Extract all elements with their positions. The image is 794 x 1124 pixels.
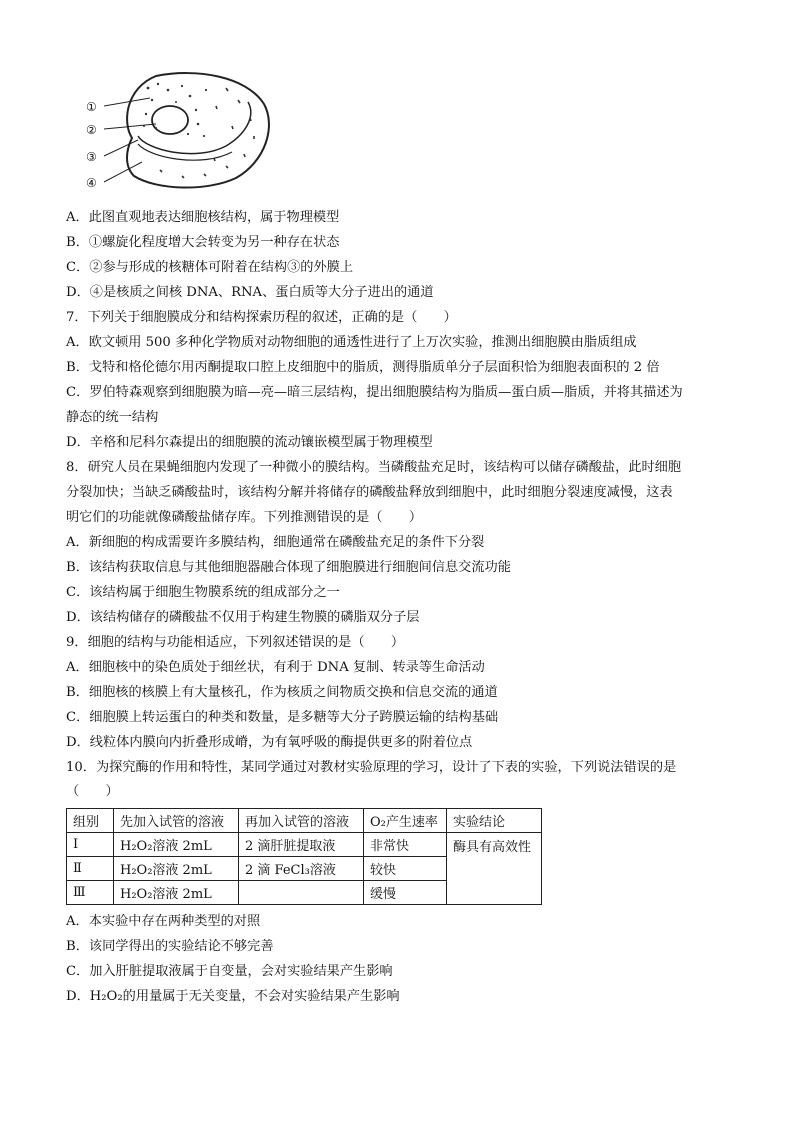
- q6-option-b: B．①螺旋化程度增大会转变为另一种存在状态: [66, 235, 340, 250]
- table-cell: 非常快: [364, 833, 447, 857]
- q8-option-a: A．新细胞的构成需要许多膜结构，细胞通常在磷酸盐充足的条件下分裂: [66, 535, 485, 550]
- q8-option-d: D．该结构储存的磷酸盐不仅用于构建生物膜的磷脂双分子层: [66, 610, 420, 625]
- table-header-cell: 实验结论: [447, 809, 542, 833]
- q9-option-d: D．线粒体内膜向内折叠形成嵴，为有氧呼吸的酶提供更多的附着位点: [66, 735, 473, 750]
- q8-stem-line2: 分裂加快；当缺乏磷酸盐时，该结构分解并将储存的磷酸盐释放到细胞中，此时细胞分裂速度减慢，这表: [66, 485, 673, 500]
- q9-option-c: C．细胞膜上转运蛋白的种类和数量，是多糖等大分子跨膜运输的结构基础: [66, 710, 499, 725]
- q10-option-a: A．本实验中存在两种类型的对照: [66, 914, 261, 929]
- q9-option-b: B．细胞核的核膜上有大量核孔，作为核质之间物质交换和信息交流的通道: [66, 685, 498, 700]
- table-cell: Ⅲ: [67, 881, 114, 905]
- table-cell: H₂O₂溶液 2mL: [114, 857, 239, 881]
- table-cell: 2 滴肝脏提取液: [239, 833, 364, 857]
- q9-option-a: A．细胞核中的染色质处于细丝状，有利于 DNA 复制、转录等生命活动: [66, 660, 485, 675]
- table-header-cell: 再加入试管的溶液: [239, 809, 364, 833]
- q7-option-c-line1: C．罗伯特森观察到细胞膜为暗—亮—暗三层结构，提出细胞膜结构为脂质—蛋白质—脂质，并将其描述为: [66, 385, 683, 400]
- chromatin-dots: [143, 83, 207, 137]
- q7-option-d: D．辛格和尼科尔森提出的细胞膜的流动镶嵌模型属于物理模型: [66, 435, 433, 450]
- q10-option-d: D．H₂O₂的用量属于无关变量，不会对实验结果产生影响: [66, 989, 400, 1004]
- q10-option-b: B．该同学得出的实验结论不够完善: [66, 939, 274, 954]
- nucleus-outer-membrane: [127, 73, 269, 187]
- q10-stem-line2: （ ）: [66, 784, 119, 799]
- table-header-cell: O₂产生速率: [364, 809, 447, 833]
- q7-option-b: B．戈特和格伦德尔用丙酮提取口腔上皮细胞中的脂质，测得脂质单分子层面积恰为细胞表面积的 2 倍: [66, 360, 660, 375]
- figure-label-4: ④: [86, 176, 97, 190]
- figure-label-3: ③: [86, 150, 97, 164]
- table-header-row: [67, 809, 542, 833]
- q8-stem-line1: 8．研究人员在果蝇细胞内发现了一种微小的膜结构。当磷酸盐充足时，该结构可以储存磷酸盐，此时细胞: [66, 460, 682, 475]
- q10-stem-line1: 10．为探究酶的作用和特性，某同学通过对教材实验原理的学习，设计了下表的实验，下列说法错误的是: [66, 760, 677, 775]
- table-cell: Ⅰ: [67, 833, 114, 857]
- table-row: [67, 833, 542, 857]
- q10-experiment-table: [66, 808, 542, 905]
- q6-option-c: C．②参与形成的核糖体可附着在结构③的外膜上: [66, 260, 354, 275]
- table-cell: Ⅱ: [67, 857, 114, 881]
- table-header-cell: 先加入试管的溶液: [114, 809, 239, 833]
- figure-label-2: ②: [86, 123, 97, 137]
- q7-option-c-line2: 静态的统一结构: [66, 410, 159, 425]
- table-cell: 较快: [364, 857, 447, 881]
- q6-option-a: A．此图直观地表达细胞核结构，属于物理模型: [66, 210, 340, 225]
- table-header-cell: 组别: [67, 809, 114, 833]
- q6-option-d: D．④是核质之间核 DNA、RNA、蛋白质等大分子进出的通道: [66, 285, 434, 300]
- q7-stem: 7．下列关于细胞膜成分和结构探索历程的叙述，正确的是（ ）: [66, 310, 457, 325]
- q9-stem: 9．细胞的结构与功能相适应，下列叙述错误的是（ ）: [66, 635, 405, 650]
- table-cell: H₂O₂溶液 2mL: [114, 881, 239, 905]
- figure-label-1: ①: [86, 100, 97, 114]
- table-cell: 2 滴 FeCl₃溶液: [239, 857, 364, 881]
- q8-option-b: B．该结构获取信息与其他细胞器融合体现了细胞膜进行细胞间信息交流功能: [66, 560, 511, 575]
- table-cell: [239, 881, 364, 905]
- cell-nucleus-figure: [86, 66, 276, 196]
- nucleolus: [152, 106, 188, 134]
- q10-option-c: C．加入肝脏提取液属于自变量，会对实验结果产生影响: [66, 964, 393, 979]
- q7-option-a: A．欧文顿用 500 多种化学物质对动物细胞的通透性进行了上万次实验，推测出细胞膜由脂质组成: [66, 335, 637, 350]
- table-cell: 缓慢: [364, 881, 447, 905]
- table-cell: H₂O₂溶液 2mL: [114, 833, 239, 857]
- q8-option-c: C．该结构属于细胞生物膜系统的组成部分之一: [66, 585, 340, 600]
- table-conclusion-cell: 酶具有高效性: [447, 833, 542, 905]
- q8-stem-line3: 明它们的功能就像磷酸盐储存库。下列推测错误的是（ ）: [66, 510, 423, 525]
